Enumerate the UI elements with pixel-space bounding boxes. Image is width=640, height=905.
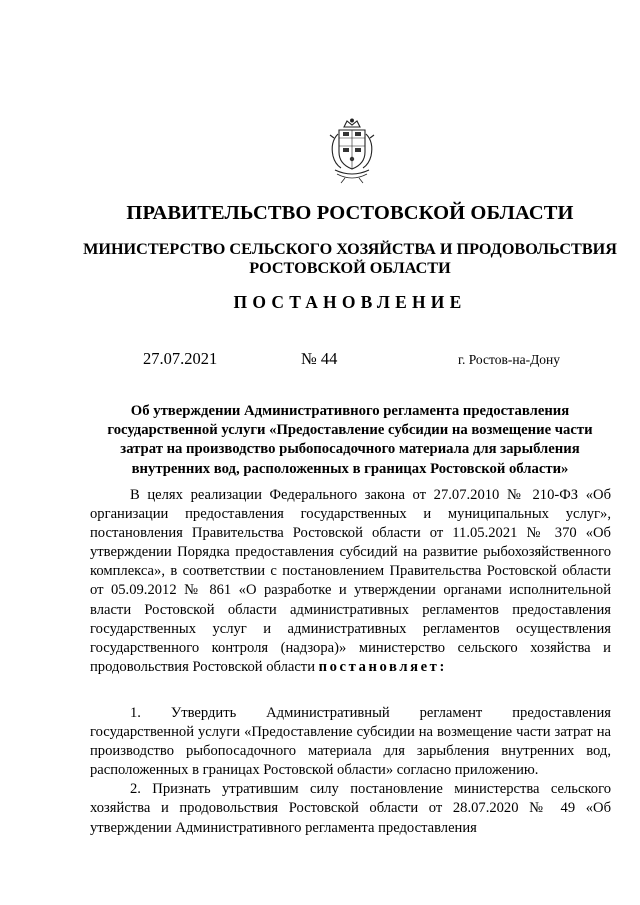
resolution-item-2: 2. Признать утратившим силу постановление министерства сельского хозяйства и продовольствия Ростовской области от 28.07.2020 № 49 «Об утверждении Административного регламента предоставления — [90, 781, 611, 836]
subject-line-3: затрат на производство рыбопосадочного материала для зарыбления — [120, 441, 580, 458]
subject-line-1: Об утверждении Административного регламента предоставления — [130, 403, 570, 419]
document-subject — [88, 402, 612, 479]
resolution-item-1: 1. Утвердить Административный регламент предоставления государственной услуги «Предоставление субсидии на возмещение части затрат на производство рыбопосадочного материала для зарыбления внутренних вод, расположенных в границах Ростовской области» согласно приложению. — [90, 705, 611, 779]
preamble — [90, 486, 611, 677]
ministry-name — [0, 240, 640, 278]
document-number: № 44 — [301, 349, 338, 368]
document-city: г. Ростов-на-Дону — [458, 352, 561, 367]
resolution-items — [90, 704, 611, 838]
government-title: ПРАВИТЕЛЬСТВО РОСТОВСКОЙ ОБЛАСТИ — [126, 202, 574, 224]
document-date: 27.07.2021 — [143, 349, 218, 368]
decree-word: постановляет: — [318, 658, 447, 675]
ministry-name-line-1: МИНИСТЕРСТВО СЕЛЬСКОГО ХОЗЯЙСТВА И ПРОДОВОЛЬСТВИЯ — [83, 240, 617, 258]
preamble-paragraph — [90, 486, 611, 677]
document-type: ПОСТАНОВЛЕНИЕ — [233, 292, 467, 312]
subject-line-4: внутренних вод, расположенных в границах Ростовской области» — [131, 460, 569, 477]
preamble-text: В целях реализации Федерального закона от 27.07.2010 № 210-ФЗ «Об организации предоставления государственных и муниципальных услуг», постановления Правительства Ростовской области от 11.05.2021 № 370 «Об утверждении Порядка предоставления субсидий на развитие рыбохозяйственного комплекса», в соответствии с постановлением Правительства Ростовской области от 05.09.2012 № 861 «О разработке и утверждении органами исполнительной власти Ростовской области административных регламентов предоставления государственных услуг и административных регламентов осуществления государственного контроля (надзора)» министерство сельского хозяйства и продовольствия Ростовской области — [90, 487, 611, 675]
ministry-name-line-2: РОСТОВСКОЙ ОБЛАСТИ — [249, 259, 451, 277]
coat-of-arms-icon — [327, 118, 377, 184]
subject-line-2: государственной услуги «Предоставление субсидии на возмещение части — [107, 422, 593, 439]
